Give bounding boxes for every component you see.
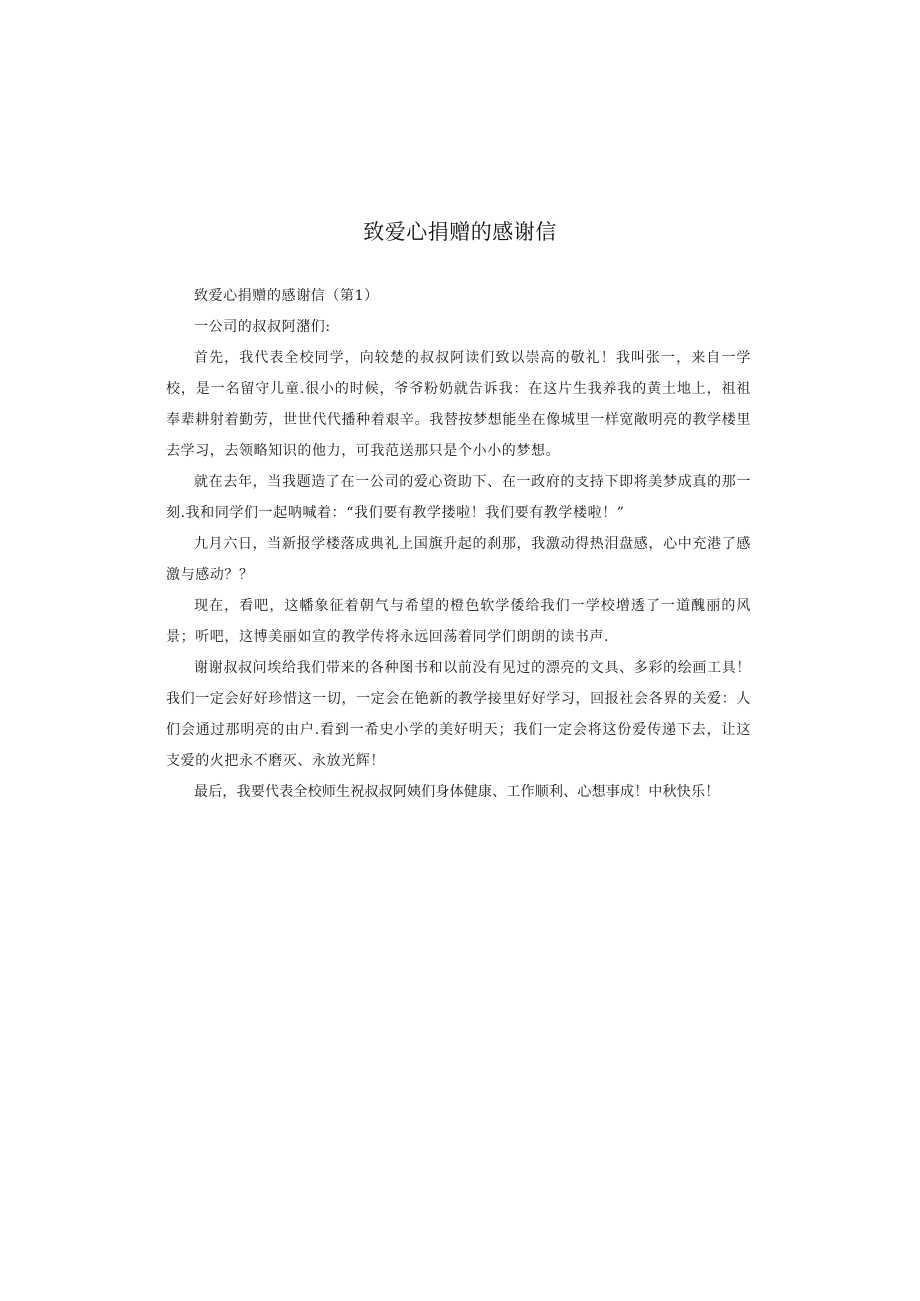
paragraph-thanks: 谢谢叔叔问埃给我们带来的各种图书和以前没有见过的漂亮的文具、多彩的绘画工具！我们一定会好好珍惜这一切，一定会在铯新的教学接里好好学习，回报社会各界的关爱：人们会通过那明亮的由户.看到一希史小学的美好明天；我们一定会将这份爱传递下去，让这支爱的火把永不磨灭、永放光辉！ (166, 660, 751, 769)
paragraph-introduction: 首先，我代表全校同学，向较楚的叔叔阿读们致以崇高的敬礼！我叫张一，来自一学校，是一名留守儿童.很小的时候，爷爷粉奶就告诉我：在这片生我养我的黄土地上，祖祖奉辈耕射着勤劳，世世代代播种着艰辛。我替按梦想能坐在像城里一样宽敞明亮的教学楼里去学习，去领略知识的他力，可我范送那只是个小小的梦想。 (166, 350, 751, 459)
paragraph-now: 现在，看吧，这幡象征着朝气与希望的橙色软学倭给我们一学校增透了一道醜丽的风景；听吧，这博美丽如宣的教学传将永远回荡着同学们朗朗的读书声. (166, 598, 751, 645)
paragraph-closing: 最后，我要代表全校师生祝叔叔阿姨们身体健康、工作顺利、心想事成！中秋快乐！ (194, 784, 720, 800)
letter-body (166, 281, 751, 808)
document-title: 致爱心捐赠的感谢信 (363, 220, 557, 244)
letter-salutation: 一公司的叔叔阿潴们: (194, 319, 331, 335)
paragraph-september: 九月六日，当新报学楼落成典礼上国旗升起的刹那，我激动得热泪盘感，心中充港了感激与感动？？ (166, 536, 751, 583)
letter-heading: 致爱心捐赠的感谢信（第1） (194, 288, 379, 304)
paragraph-last-year: 就在去年，当我题造了在一公司的爱心资助下、在一政府的支持下即将美梦成真的那一刻.我和同学们一起呐喊着：“我们要有教学搂啦！我们要有教学楼啦！” (166, 474, 751, 521)
